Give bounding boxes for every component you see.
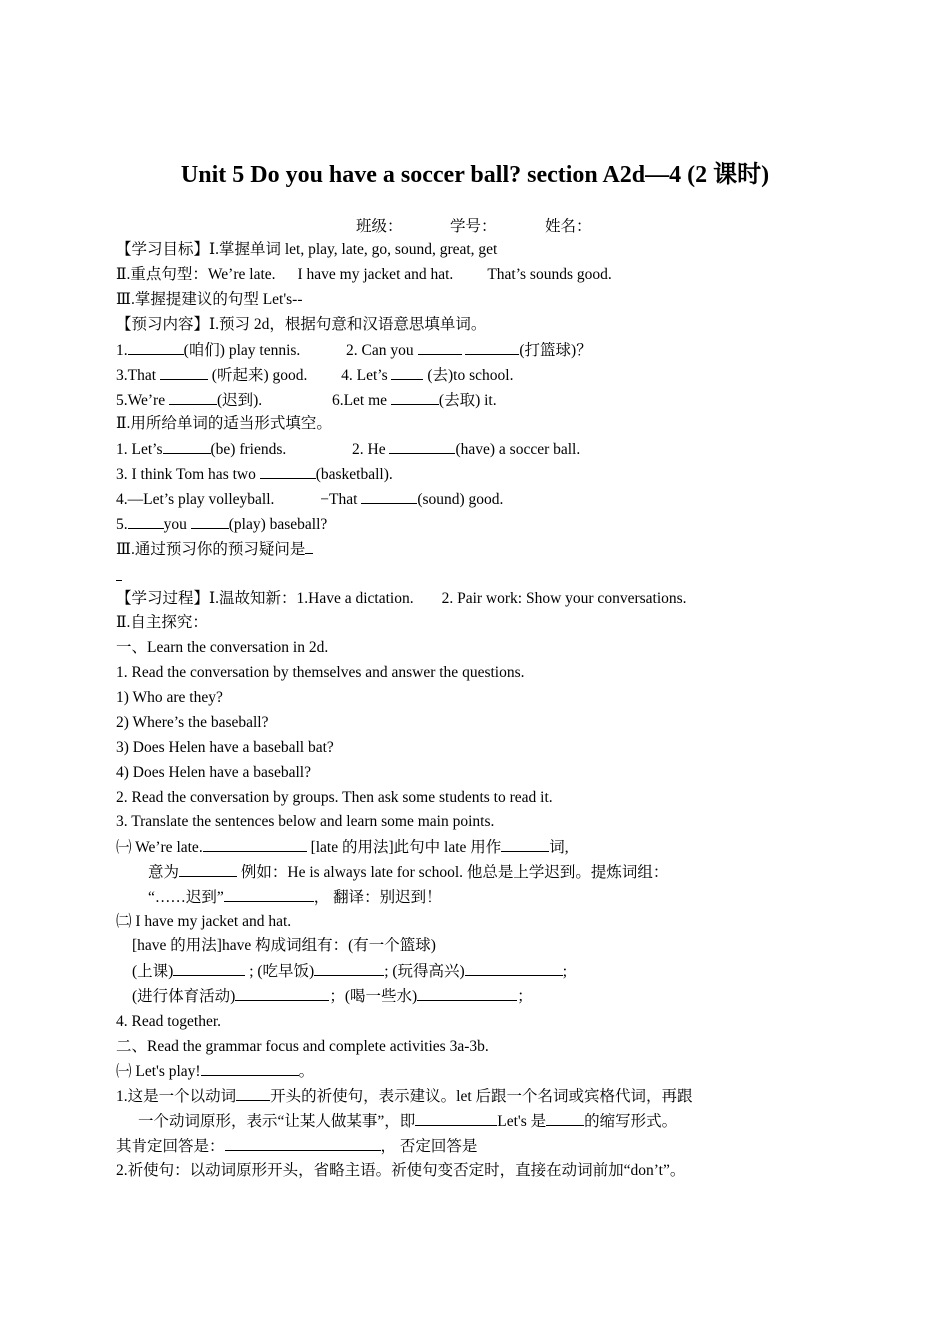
class-label: 班级： (356, 218, 403, 235)
preview-heading: 【预习内容】Ⅰ.预习 2d，根据句意和汉语意思填单词。 (116, 316, 487, 333)
page-title: Unit 5 Do you have a soccer ball? section A2d—4 (2 课时) (180, 162, 770, 188)
preview-row-3: 5.We’re (迟到). 6.Let me (去取) it. (116, 392, 497, 409)
question-2: 2) Where’s the baseball? (116, 714, 269, 731)
blank[interactable] (173, 961, 245, 976)
fill-row-4: 5. you (play) baseball? (116, 516, 328, 533)
fill-row-1: 1. Let’s (be) friends. 2. He (have) a soccer ball. (116, 441, 581, 458)
blank[interactable] (236, 1086, 270, 1101)
blank[interactable] (391, 365, 423, 380)
preview-row-1: 1. (咱们) play tennis. 2. Can you (打篮球)？ (116, 342, 592, 359)
step-2: 2. Read the conversation by groups. Then ask some students to read it. (116, 789, 553, 806)
suggestion-pattern: Ⅲ.掌握提建议的句型 Let's-- (116, 291, 303, 308)
translate-1: ㈠ We’re late. [late 的用法]此句中 late 用作 词, (116, 839, 569, 856)
question-3: 3) Does Helen have a baseball bat? (116, 739, 334, 756)
question-4: 4) Does Helen have a baseball? (116, 764, 311, 781)
blank[interactable] (389, 439, 455, 454)
blank[interactable] (224, 887, 314, 902)
translate-2: ㈡ I have my jacket and hat. (116, 913, 292, 930)
blank[interactable] (179, 862, 237, 877)
blank[interactable] (201, 1061, 299, 1076)
part2-heading: Ⅱ.用所给单词的适当形式填空。 (116, 415, 332, 432)
blank[interactable] (314, 961, 384, 976)
step-4: 4. Read together. (116, 1013, 222, 1030)
blank[interactable] (260, 464, 316, 479)
have-phrases-2: (进行体育活动) ；(喝一些水) ； (132, 988, 533, 1005)
fill-row-3: 4.—Let’s play volleyball. −That (sound) good. (116, 491, 504, 508)
blank[interactable] (501, 837, 549, 852)
question-1: 1) Who are they? (116, 689, 223, 706)
process-heading: 【学习过程】Ⅰ.温故知新：1.Have a dictation. 2. Pair work: Show your conversations. (116, 590, 687, 607)
step-3: 3. Translate the sentences below and learn some main points. (116, 813, 495, 830)
blank[interactable] (391, 390, 439, 405)
blank[interactable] (128, 340, 184, 355)
have-usage: [have 的用法]have 构成词组有：(有一个篮球) (132, 937, 436, 954)
grammar-5: 2.祈使句：以动词原形开头，省略主语。祈使句变否定时，直接在动词前加“don’t”。 (116, 1162, 686, 1179)
student-number-label: 学号： (450, 218, 497, 235)
blank[interactable] (203, 837, 307, 852)
blank[interactable] (417, 986, 517, 1001)
blank[interactable] (169, 390, 217, 405)
blank[interactable] (225, 1136, 381, 1151)
preview-row-2: 3.That (听起来) good. 4. Let’s (去)to school. (116, 367, 514, 384)
grammar-1: ㈠ Let's play! 。 (116, 1063, 315, 1080)
self-study: Ⅱ.自主探究： (116, 614, 208, 631)
blank[interactable] (465, 961, 563, 976)
grammar-3: 一个动词原形，表示“让某人做某事”，即 Let's 是 的缩写形式。 (138, 1113, 678, 1130)
translate-1-phrase: “……迟到” ， 翻译：别迟到！ (148, 889, 442, 906)
student-name-label: 姓名： (545, 218, 592, 235)
step-1: 1. Read the conversation by themselves and answer the questions. (116, 664, 525, 681)
preview-questions: Ⅲ.通过预习你的预习疑问是 (116, 539, 313, 560)
learning-goals: 【学习目标】Ⅰ.掌握单词 let, play, late, go, sound, great, get (116, 241, 498, 258)
blank[interactable] (415, 1111, 497, 1126)
blank[interactable] (465, 340, 519, 355)
blank[interactable] (128, 514, 164, 529)
blank[interactable] (160, 365, 208, 380)
blank[interactable] (418, 340, 462, 355)
blank[interactable] (116, 580, 122, 581)
blank[interactable] (191, 514, 229, 529)
key-sentences: Ⅱ.重点句型：We’re late. I have my jacket and hat. That’s sounds good. (116, 266, 612, 283)
blank[interactable] (305, 539, 313, 554)
section-1: 一、Learn the conversation in 2d. (116, 639, 329, 656)
blank[interactable] (361, 489, 417, 504)
grammar-2: 1.这是一个以动词 开头的祈使句，表示建议。let 后跟一个名词或宾格代词，再跟 (116, 1088, 693, 1105)
blank[interactable] (235, 986, 329, 1001)
blank[interactable] (163, 439, 211, 454)
translate-1-meaning: 意为 例如：He is always late for school. 他总是上学迟到。提炼词组： (148, 864, 669, 881)
grammar-4: 其肯定回答是： ， 否定回答是 (116, 1138, 478, 1155)
have-phrases-1: (上课) ; (吃早饭) ; (玩得高兴) ; (132, 963, 568, 980)
blank[interactable] (546, 1111, 584, 1126)
section-2: 二、Read the grammar focus and complete activities 3a-3b. (116, 1038, 489, 1055)
fill-row-2: 3. I think Tom has two (basketball). (116, 466, 393, 483)
